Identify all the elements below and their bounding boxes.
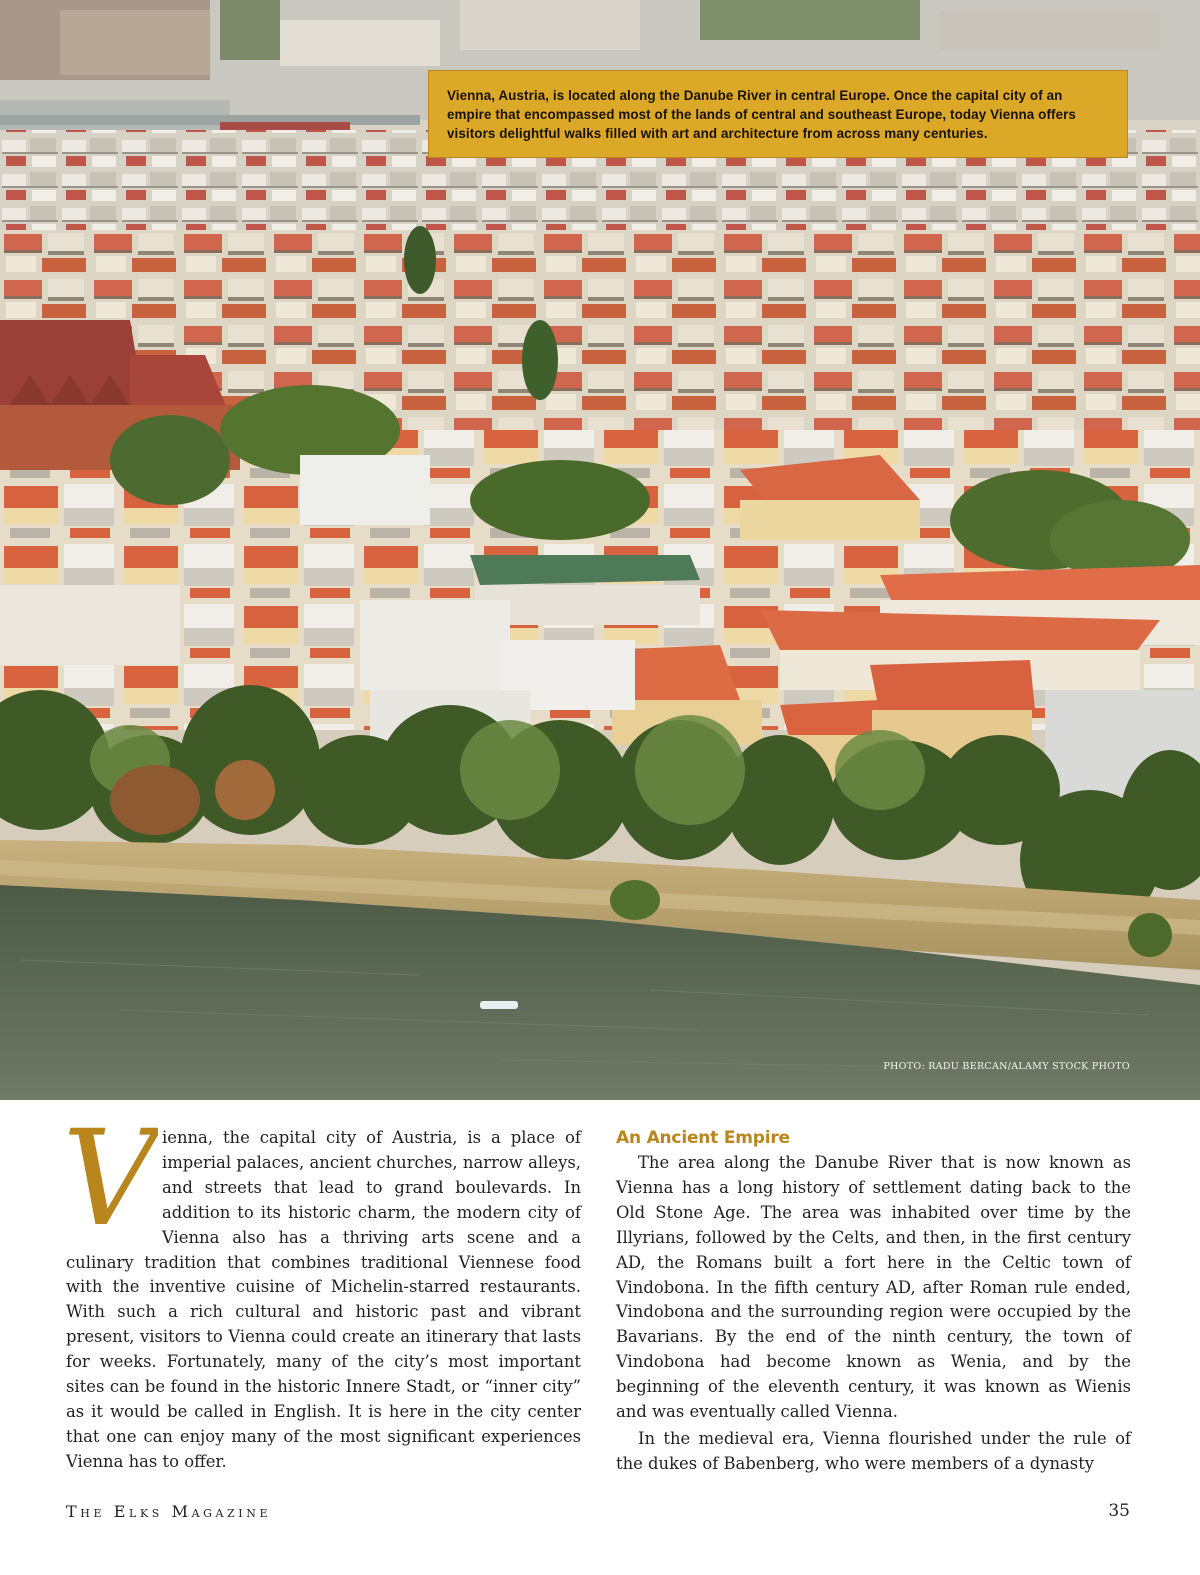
photo-credit: PHOTO: RADU BERCAN/ALAMY STOCK PHOTO [883,1061,1130,1072]
body-paragraph-1: The area along the Danube River that is now known as Vienna has a long history of settlement dating back to the Old Stone Age. The area was inhabited over time by the Illyrians, followed by the Celts, and then, in the first century AD, the Romans built a fort here in the Celtic town of Vindobona. In the fifth century AD, after Roman rule ended, Vindobona and the surrounding region were occupied by the Bavarians. By the end of the ninth century, the town of Vindobona had become known as Wenia, and by the beginning of the eleventh century, it was known as Wienis and was eventually called Vienna. [616,1153,1131,1422]
intro-paragraph: ienna, the capital city of Austria, is a place of imperial palaces, ancient churches, narrow alleys, and streets that lead to grand boulevards. In addition to its historic charm, the modern city of Vienna also has a thriving arts scene and a culinary tradition that combines traditional Viennese food with the inventive cuisine of Michelin-starred restaurants. With such a rich cultural and historic past and vibrant present, visitors to Vienna could create an itinerary that lasts for weeks. Fortunately, many of the city’s most important sites can be found in the historic Innere Stadt, or “inner city” as it would be called in English. It is here in the city center that one can enjoy many of the most significant experiences Vienna has to offer. [66,1128,581,1471]
section-heading: An Ancient Empire [616,1128,790,1148]
body-paragraph-2: In the medieval era, Vienna flourished under the rule of the dukes of Babenberg, who were members of a dynasty [616,1428,1131,1473]
svg-text:V: V [62,1118,158,1242]
article-column-right [616,1126,1131,1477]
photo-caption: Vienna, Austria, is located along the Danube River in central Europe. Once the capital city of an empire that encompassed most of the lands of central and southeast Europe, today Vienna offers visitors delightful walks filled with art and architecture from across many centuries. [428,70,1128,158]
article-column-left [62,1118,581,1475]
dropcap-letter [62,1118,158,1242]
page-number: 35 [1108,1501,1130,1521]
magazine-name: The Elks Magazine [66,1502,272,1521]
